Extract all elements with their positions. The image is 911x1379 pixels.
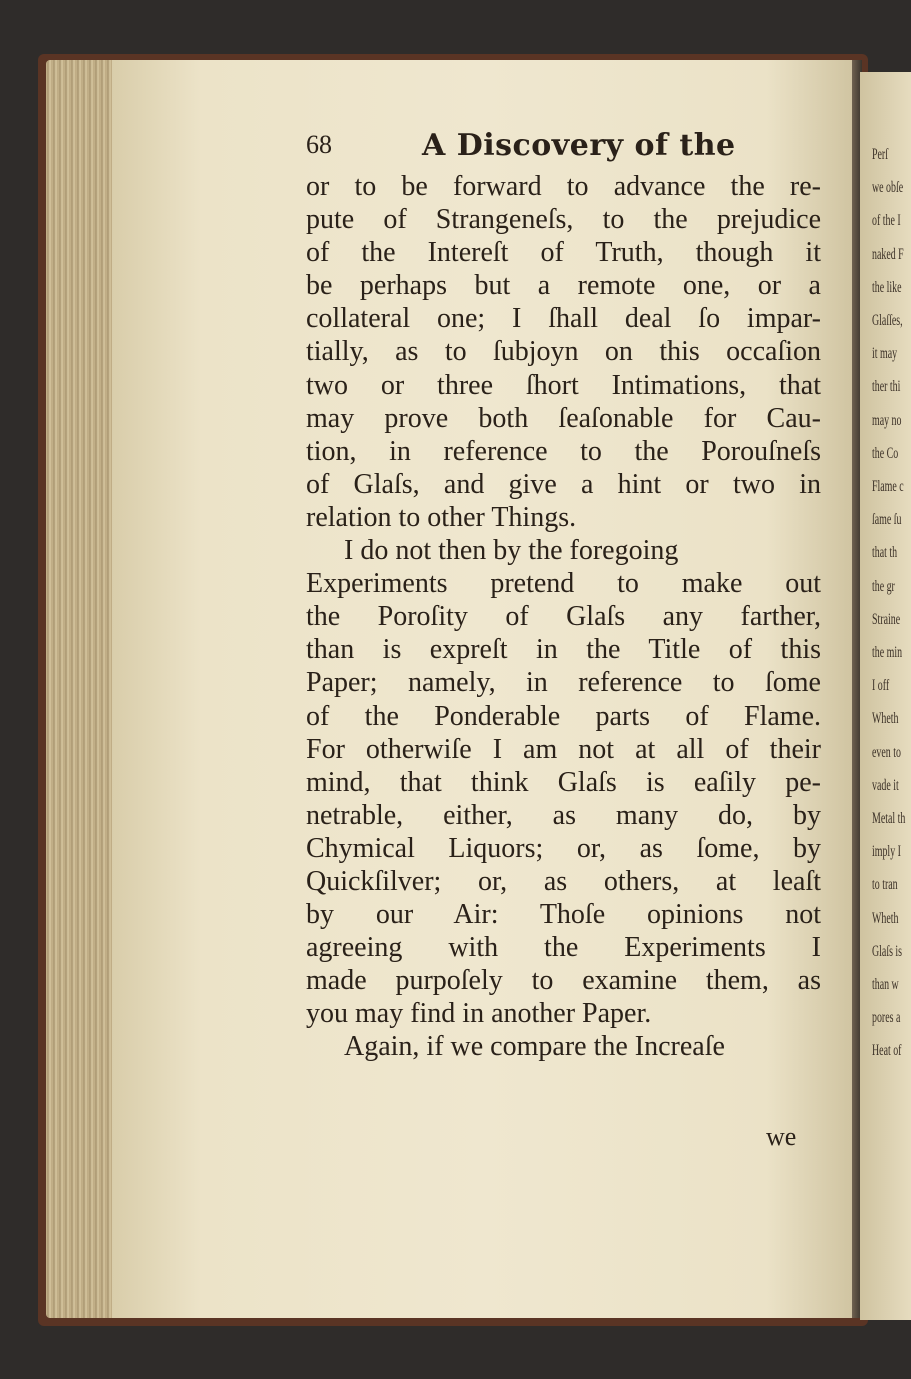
facing-page-fragment: Wheth [872,710,899,728]
facing-page-fragment: naked F [872,245,904,263]
running-head: A Discovery of the [422,128,736,163]
facing-page-fragment: Straine [872,610,901,628]
facing-page-fragment: Metal th [872,810,906,827]
text-line: Experiments pretend to make out [306,568,821,600]
text-line: of the Ponderable parts of Flame. [306,700,821,732]
text-line: collateral one; I ſhall deal ſo impar- [306,303,821,335]
text-line: of Glaſs, and give a hint or two in [306,468,821,500]
facing-page-fragment: to tran [872,876,898,894]
facing-page [860,72,911,1320]
text-line: by our Air: Thoſe opinions not [306,899,821,931]
body-text [306,170,821,1064]
text-line: netrable, either, as many do, by [306,799,821,831]
text-line: agreeing with the Experiments I [306,932,821,964]
text-line: of the Intereſt of Truth, though it [306,237,821,269]
facing-page-fragment: the Co [872,444,899,462]
text-line: mind, that think Glaſs is eaſily pe- [306,766,821,798]
facing-page-fragment: Perſ [872,146,888,163]
facing-page-fragment: ſame ſu [872,511,902,529]
text-line: two or three ſhort Intimations, that [306,369,821,401]
text-line: For otherwiſe I am not at all of their [306,733,821,765]
text-line: I do not then by the foregoing [344,535,679,567]
page-header [306,128,826,168]
text-line: tially, as to ſubjoyn on this occaſion [306,336,821,368]
facing-page-fragment: even to [872,743,901,761]
text-line: made purpoſely to examine them, as [306,965,821,997]
facing-page-fragment: the like [872,278,902,296]
facing-page-fragment: vade it [872,776,899,794]
text-line: the Poroſity of Glaſs any farther, [306,601,821,633]
text-line: pute of Strangeneſs, to the prejudice [306,204,821,236]
facing-page-fragment: Glaſs is [872,942,903,960]
text-line: than is expreſt in the Title of this [306,634,821,666]
facing-page-fragment: Flame c [872,478,904,495]
text-line: relation to other Things. [306,501,577,533]
text-line: Quickſilver; or, as others, at leaſt [306,865,821,897]
facing-page-fragment: of the I [872,212,901,230]
facing-page-fragment: that th [872,544,898,562]
text-line: Paper; namely, in reference to ſome [306,667,821,699]
catchword: we [766,1122,797,1151]
facing-page-fragment: it may [872,345,898,363]
facing-page-fragment: Glaſſes, [872,312,903,329]
text-line: tion, in reference to the Porouſneſs [306,435,821,467]
text-line: Chymical Liquors; or, as ſome, by [306,832,821,864]
facing-page-fragment: may no [872,411,902,429]
text-line: or to be forward to advance the re- [306,171,821,202]
page-number: 68 [306,130,332,159]
text-line: be perhaps but a remote one, or a [306,270,821,302]
text-line: you may find in another Paper. [306,998,652,1030]
facing-page-fragment: we obſe [872,179,904,197]
facing-page-fragment: imply I [872,843,901,861]
text-line: Again, if we compare the Increaſe [344,1031,725,1063]
facing-page-fragment: I off [872,677,890,695]
text-line: may prove both ſeaſonable for Cau- [306,402,821,434]
facing-page-fragment: the gr [872,577,895,595]
facing-page-fragment: Wheth [872,909,899,927]
facing-page-fragment: pores a [872,1009,901,1027]
facing-page-fragment: the min [872,644,903,661]
facing-page-fragment: Heat of [872,1042,902,1060]
facing-page-fragment: than w [872,976,899,993]
facing-page-fragment: ther thi [872,378,901,396]
